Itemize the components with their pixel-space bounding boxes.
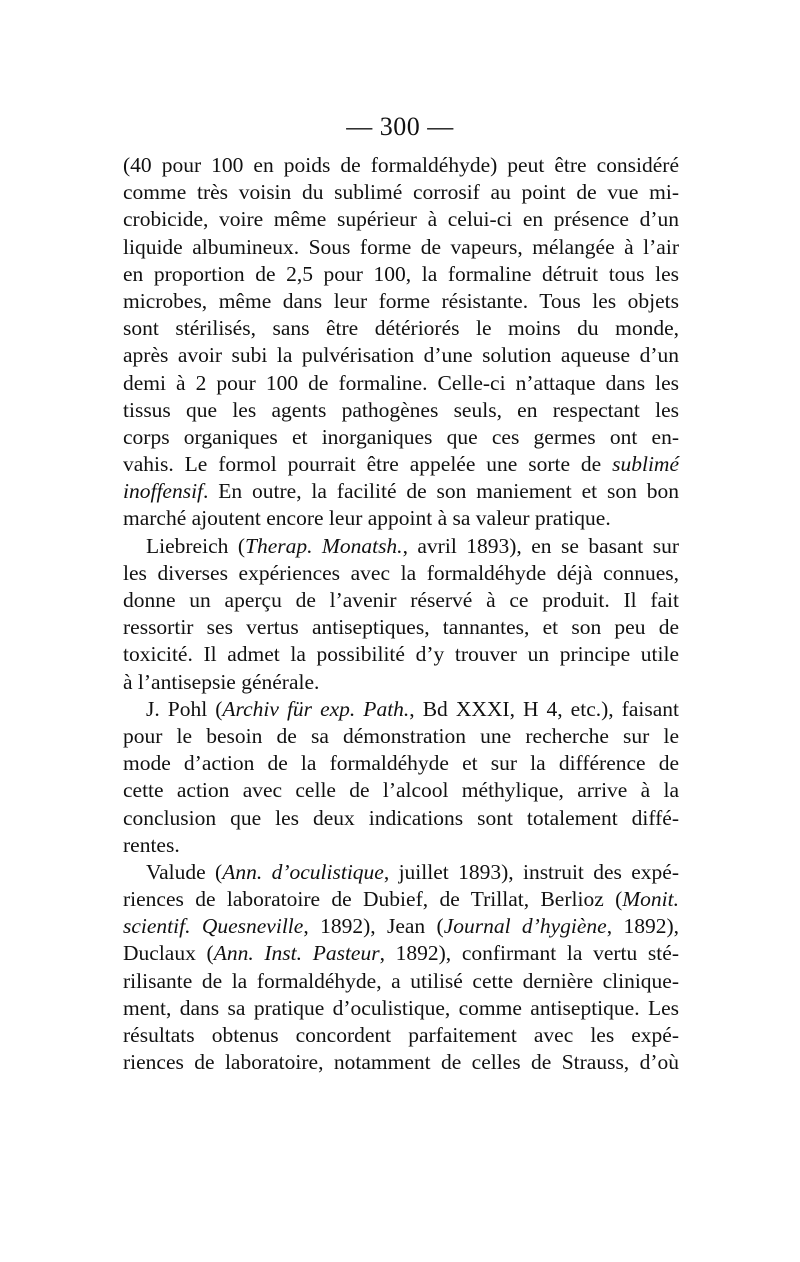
text-segment: riences de laboratoire de Dubief, de Trillat, Berlioz ( (123, 887, 623, 912)
text-line (123, 478, 679, 505)
text-line (123, 152, 679, 179)
italic-citation: Ann. Inst. Pasteur (213, 941, 380, 966)
text-line (123, 696, 679, 723)
text-line (123, 641, 679, 668)
text-line (123, 1022, 679, 1049)
text-line (123, 614, 679, 641)
text-line (123, 886, 679, 913)
text-line (123, 913, 679, 940)
text-segment: crobicide, voire même supérieur à celui-ci en présence d’un (123, 207, 679, 232)
text-segment: cette action avec celle de l’alcool méthylique, arrive à la (123, 778, 679, 803)
text-line (123, 342, 679, 369)
text-line (123, 968, 679, 995)
page-number: — 300 — (346, 112, 454, 141)
text-segment: . En outre, la facilité de son maniement et son bon (203, 479, 679, 504)
italic-citation: Therap. Monatsh. (244, 533, 403, 558)
text-line (123, 261, 679, 288)
text-segment: comme très voisin du sublimé corrosif au point de vue mi- (123, 180, 679, 205)
text-segment: pour le besoin de sa démonstration une recherche sur le (123, 723, 679, 748)
text-line (123, 995, 679, 1022)
text-segment: Liebreich ( (146, 533, 245, 558)
text-segment: rilisante de la formaldéhyde, a utilisé cette dernière clinique- (123, 968, 679, 993)
text-segment: demi à 2 pour 100 de formaline. Celle-ci n’attaque dans les (123, 370, 679, 395)
body-text (123, 152, 679, 1076)
italic-citation: Ann. d’oculistique (222, 859, 384, 884)
text-segment: , avril 1893), en se basant sur (402, 533, 679, 558)
text-segment: riences de laboratoire, notamment de celles de Strauss, d’où (123, 1050, 679, 1075)
text-line (123, 424, 679, 451)
text-segment: marché ajoutent encore leur appoint à sa valeur pratique. (123, 506, 611, 531)
text-segment: toxicité. Il admet la possibilité d’y trouver un principe utile (123, 642, 679, 667)
text-segment: , 1892), (606, 914, 679, 939)
text-line (123, 179, 679, 206)
text-segment: liquide albumineux. Sous forme de vapeurs, mélangée à l’air (123, 234, 679, 259)
text-segment: (40 pour 100 en poids de formaldéhyde) peut être considéré (123, 153, 679, 177)
italic-citation: scientif. Quesneville (123, 914, 304, 939)
text-segment: mode d’action de la formaldéhyde et sur la différence de (123, 751, 679, 776)
italic-citation: Monit. (622, 887, 679, 912)
text-segment: J. Pohl ( (146, 696, 223, 721)
text-line (123, 451, 679, 478)
text-segment: ressortir ses vertus antiseptiques, tannantes, et son peu de (123, 615, 679, 640)
text-line (123, 669, 679, 696)
text-line (123, 940, 679, 967)
text-segment: rentes. (123, 832, 180, 857)
text-line (123, 533, 679, 560)
text-line (123, 370, 679, 397)
text-segment: tissus que les agents pathogènes seuls, en respectant les (123, 397, 679, 422)
text-segment: à l’antisepsie générale. (123, 669, 320, 694)
text-segment: les diverses expériences avec la formaldéhyde déjà connues, (123, 560, 679, 585)
text-line (123, 1049, 679, 1076)
text-line (123, 587, 679, 614)
text-line (123, 315, 679, 342)
text-line (123, 505, 679, 532)
text-segment: ment, dans sa pratique d’oculistique, comme antiseptique. Les (123, 995, 679, 1020)
italic-citation: inoffensif (123, 479, 204, 504)
text-segment: vahis. Le formol pourrait être appelée une sorte de (123, 452, 613, 477)
text-line (123, 560, 679, 587)
text-segment: conclusion que les deux indications sont totalement diffé- (123, 805, 679, 830)
text-segment: résultats obtenus concordent parfaitement avec les expé- (123, 1023, 679, 1047)
text-segment: , Bd XXXI, H 4, etc.), faisant (409, 696, 679, 721)
text-segment: Valude ( (146, 859, 223, 884)
text-segment: Duclaux ( (123, 941, 214, 966)
text-line (123, 206, 679, 233)
text-line (123, 750, 679, 777)
text-segment: sont stérilisés, sans être détériorés le moins du monde, (123, 316, 679, 341)
italic-citation: Journal d’hygiène (443, 914, 607, 939)
text-segment: , 1892), Jean ( (303, 914, 444, 939)
text-line (123, 805, 679, 832)
italic-citation: Archiv für exp. Path. (222, 696, 410, 721)
text-segment: microbes, même dans leur forme résistante. Tous les objets (123, 288, 679, 313)
text-segment: , 1892), confirmant la vertu sté- (379, 941, 679, 966)
text-segment: après avoir subi la pulvérisation d’une solution aqueuse d’un (123, 343, 679, 368)
text-line (123, 859, 679, 886)
text-line (123, 777, 679, 804)
text-segment: donne un aperçu de l’avenir réservé à ce produit. Il fait (123, 588, 679, 612)
text-line (123, 832, 679, 859)
italic-citation: sublimé (612, 452, 679, 477)
text-line (123, 234, 679, 261)
text-segment: , juillet 1893), instruit des expé- (383, 859, 679, 884)
text-line (123, 723, 679, 750)
text-line (123, 288, 679, 315)
text-line (123, 397, 679, 424)
text-segment: en proportion de 2,5 pour 100, la formaline détruit tous les (123, 261, 679, 286)
text-segment: corps organiques et inorganiques que ces germes ont en- (123, 424, 679, 449)
